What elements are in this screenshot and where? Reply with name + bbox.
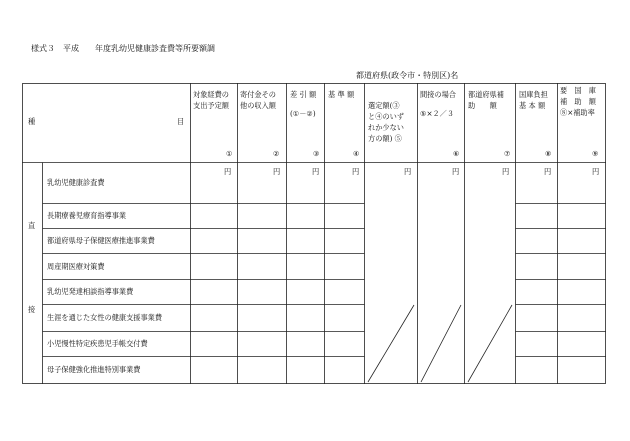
column-number-2: ②	[273, 149, 280, 158]
row-label-2: 長期療養児療育指導事業	[47, 211, 127, 220]
header-col8-line1: 国庫負担	[519, 90, 548, 99]
unit-col7: 円	[502, 167, 510, 176]
header-col8-line2: 基 本 額	[519, 101, 546, 110]
header-col9-line3: ⑧×補助率	[560, 108, 595, 117]
column-number-7: ⑦	[504, 149, 511, 158]
column-number-3: ③	[313, 149, 320, 158]
unit-col6: 円	[452, 167, 460, 176]
header-col3-line1: 差 引 額	[290, 90, 317, 99]
unit-col2: 円	[273, 167, 281, 176]
row-label-6: 生涯を通じた女性の健康支援事業費	[47, 313, 163, 322]
header-col5-line4: 方の額) ⑤	[368, 134, 402, 143]
unit-col4: 円	[352, 167, 360, 176]
header-col9-line1: 要 国 庫	[560, 86, 596, 95]
header-col1-line2: 支出予定額	[193, 101, 229, 110]
column-number-1: ①	[226, 149, 233, 158]
header-col6-line2: ⑤×２／３	[420, 109, 455, 118]
row-label-5: 乳幼児発達相談指導事業費	[47, 287, 134, 296]
header-kind-left: 種	[28, 117, 36, 126]
header-col9-line2: 補 助 額	[560, 97, 596, 106]
budget-table	[22, 83, 606, 384]
header-col7-line2: 助 額	[468, 101, 497, 110]
header-col7-line1: 都道府県補	[468, 90, 504, 99]
row-label-3: 都道府県母子保健医療推進事業費	[47, 236, 155, 245]
form-title: 様式３ 平成 年度乳幼児健康診査費等所要額調	[31, 44, 215, 53]
header-col4-line1: 基 準 額	[328, 90, 355, 99]
row-label-8: 母子保健強化推進特別事業費	[47, 365, 141, 374]
header-col5-line2: と④のいず	[368, 112, 404, 121]
side-label-indirect: 接	[28, 305, 36, 314]
unit-col3: 円	[312, 167, 320, 176]
column-number-6: ⑥	[453, 149, 460, 158]
header-col5-line3: れか少ない	[368, 123, 404, 132]
header-col3-line2: (①－②)	[290, 109, 316, 118]
unit-col5: 円	[404, 167, 412, 176]
column-number-4: ④	[353, 149, 360, 158]
prefecture-label: 都道府県(政令市・特別区)名	[356, 71, 459, 80]
column-number-9: ⑨	[592, 149, 599, 158]
header-col6-line1: 間接の場合	[420, 90, 456, 99]
header-col2-line2: 他の収入額	[240, 101, 276, 110]
row-label-4: 周産期医療対策費	[47, 262, 105, 271]
header-col1-line1: 対象経費の	[193, 90, 229, 99]
unit-col9: 円	[592, 167, 600, 176]
side-label-direct: 直	[28, 221, 36, 230]
unit-col1: 円	[224, 167, 232, 176]
row-label-1: 乳幼児健康診査費	[47, 178, 105, 187]
header-col5-line1: 選定額(③	[368, 101, 400, 110]
column-number-8: ⑧	[545, 149, 552, 158]
header-col2-line1: 寄付金その	[240, 90, 276, 99]
header-kind-right: 目	[177, 117, 185, 126]
unit-col8: 円	[544, 167, 552, 176]
row-label-7: 小児慢性特定疾患児手帳交付費	[47, 339, 148, 348]
